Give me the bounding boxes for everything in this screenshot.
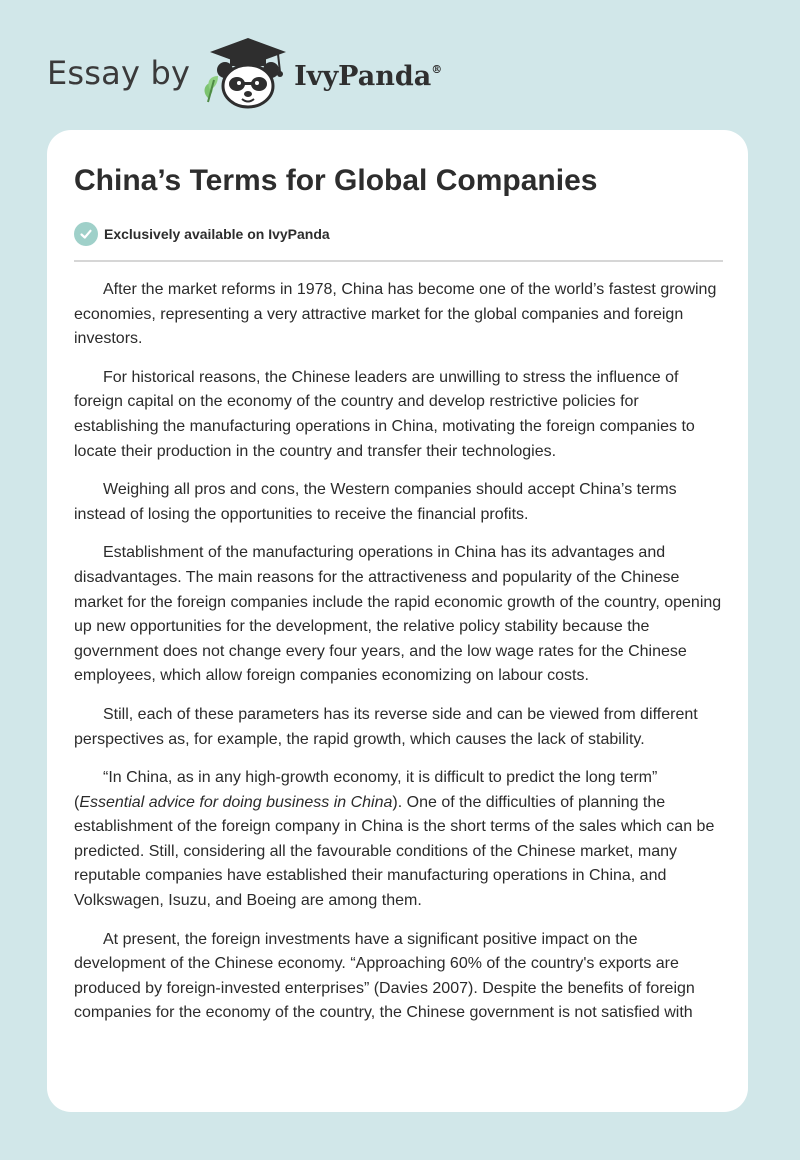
exclusive-badge [74, 222, 330, 246]
paragraph [74, 766, 723, 914]
paragraph: Weighing all pros and cons, the Western companies should accept China’s terms instead of losing the opportunities to receive the financial profits. [74, 481, 677, 523]
paragraph: Establishment of the manufacturing operations in China has its advantages and disadvantages. The main reasons for the attractiveness and popularity of the Chinese market for the foreign companies include the rapid economic growth of the country, opening up new opportunities for the development, the relative policy stability because the government does not change every four years, and the low wage rates for the Chinese employees, which allow foreign companies economizing on labour costs. [74, 544, 722, 685]
badge-label: Exclusively available on IvyPanda [104, 226, 330, 242]
registered-mark: ® [431, 62, 443, 76]
source-title: Essential advice for doing business in China [79, 793, 393, 811]
paragraph: For historical reasons, the Chinese leaders are unwilling to stress the influence of foreign capital on the economy of the country and develop restrictive policies for establishing the manufacturing operations in China, motivating the foreign companies to locate their production in the country and transfer their technologies. [74, 368, 695, 460]
brand-name[interactable]: IvyPanda® [294, 60, 443, 92]
essay-by-label: Essay by [47, 54, 191, 92]
quote-text: “In China, as in any high-growth economy, it is difficult to predict the long term” ( [74, 769, 658, 811]
paragraph-continuation: ). One of the difficulties of planning the establishment of the foreign company in China is the short terms of the sales which can be predicted. Still, considering all the favourable conditions of the Chinese market, many reputable companies have established their manufacturing operations in China, and Volkswagen, Isuzu, and Boeing are among them. [74, 793, 715, 910]
page-title: China’s Terms for Global Companies [74, 164, 598, 197]
site-header [47, 36, 442, 110]
paragraph: After the market reforms in 1978, China has become one of the world’s fastest growing economies, representing a very attractive market for the global companies and foreign investors. [74, 281, 717, 348]
essay-card [47, 130, 748, 1112]
leaf-icon [205, 76, 218, 102]
essay-body [74, 278, 723, 1040]
paragraph: At present, the foreign investments have a significant positive impact on the development of the Chinese economy. “Approaching 60% of the country's exports are produced by foreign-invested enterprises” (Davies 2007). Despite the benefits of foreign companies for the economy of the country, the Chinese government is not satisfied with [74, 930, 695, 1022]
divider [74, 260, 723, 262]
paragraph: Still, each of these parameters has its reverse side and can be viewed from different perspectives as, for example, the rapid growth, which causes the lack of stability. [74, 705, 698, 748]
panda-graduate-icon[interactable] [198, 36, 290, 110]
check-icon [74, 222, 98, 246]
